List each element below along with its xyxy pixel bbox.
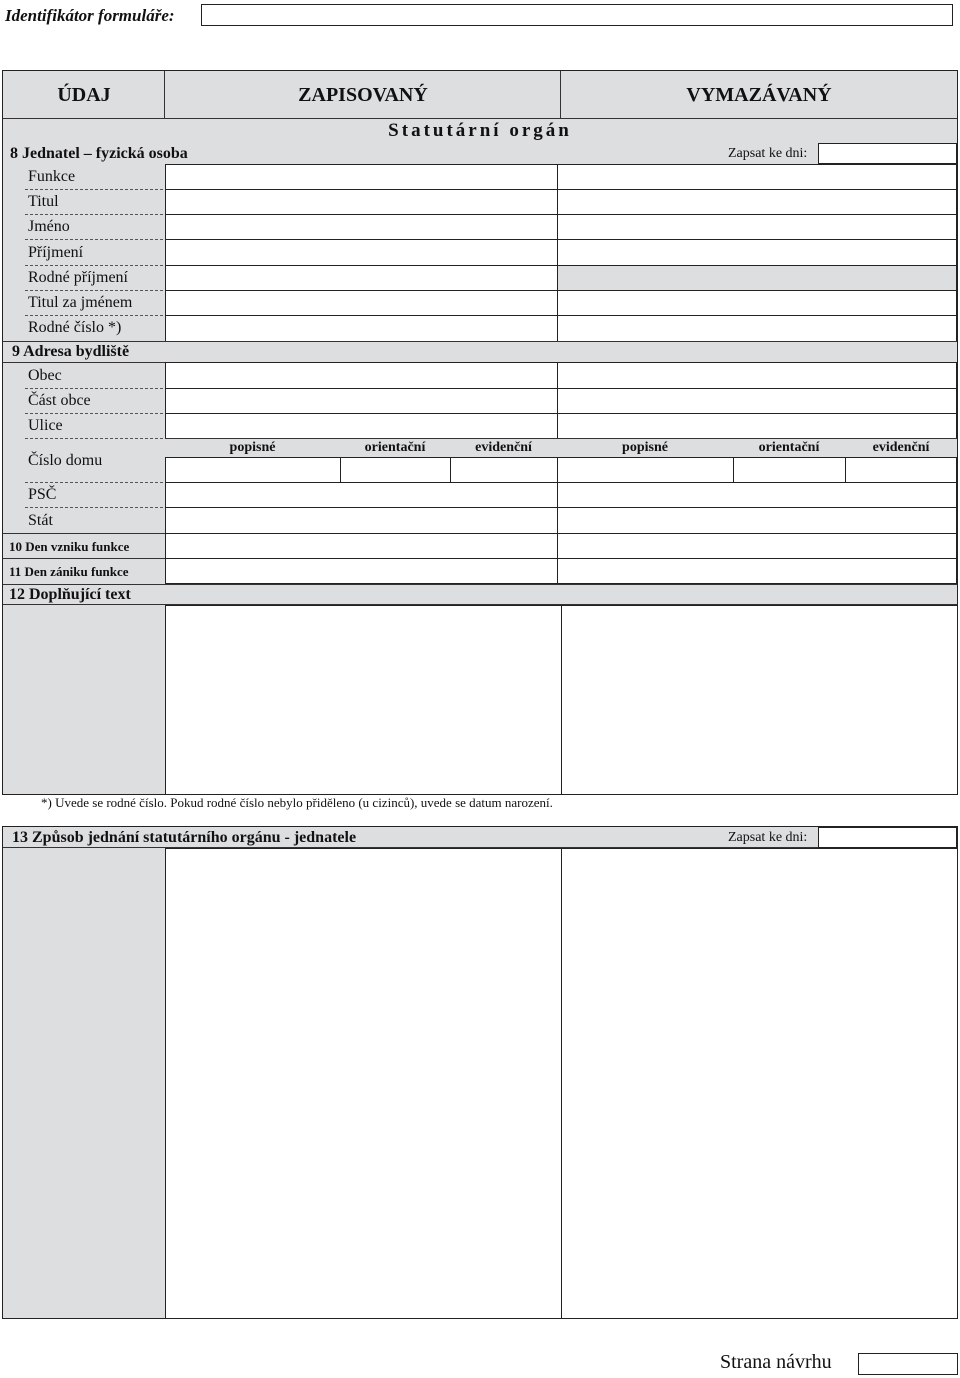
input-doplnujici-zapis[interactable] <box>165 605 562 795</box>
input-jmeno-zapis[interactable] <box>165 214 558 240</box>
input-funkce-zapis[interactable] <box>165 164 558 190</box>
row-label-titul: Titul <box>28 193 59 210</box>
evidencni-label-zapis: evidenční <box>475 440 532 455</box>
input-stat-zapis[interactable] <box>165 507 558 534</box>
row-label-jmeno: Jméno <box>28 218 70 235</box>
input-jmeno-vymaz[interactable] <box>557 214 957 240</box>
row-label-den-vzniku: 10 Den vzniku funkce <box>9 539 130 554</box>
input-cast-obce-vymaz[interactable] <box>557 388 957 414</box>
input-popisne-zapis[interactable] <box>165 457 341 483</box>
input-prijmeni-zapis[interactable] <box>165 239 558 266</box>
form-id-field[interactable] <box>201 4 953 26</box>
zapsat-field[interactable] <box>818 143 957 164</box>
input-prijmeni-vymaz[interactable] <box>557 239 957 266</box>
zapisovany-header-label: ZAPISOVANÝ <box>298 84 428 106</box>
input-rodne-prijmeni-zapis[interactable] <box>165 265 558 291</box>
input-orientacni-zapis[interactable] <box>340 457 451 483</box>
input-ulice-zapis[interactable] <box>165 413 558 439</box>
footnote: *) Uvede se rodné číslo. Pokud rodné číslo nebylo přiděleno (u cizinců), uvede se datum narození. <box>41 795 553 810</box>
doplnujici-header <box>3 584 957 605</box>
row-label-den-zaniku: 11 Den zániku funkce <box>9 564 129 579</box>
adresa-header <box>3 341 957 363</box>
evidencni-label-vymaz: evidenční <box>872 440 930 455</box>
input-obec-zapis[interactable] <box>165 362 558 389</box>
form-id-label: Identifikátor formuláře: <box>5 6 175 25</box>
input-obec-vymaz[interactable] <box>557 362 957 389</box>
page-label: Strana návrhu <box>720 1351 832 1373</box>
row-label-rodne-cislo: Rodné číslo *) <box>28 319 122 336</box>
rodne-prijmeni-vymaz-disabled <box>557 265 957 291</box>
input-evidencni-zapis[interactable] <box>450 457 558 483</box>
jednatel-label: 8 Jednatel – fyzická osoba <box>10 145 188 162</box>
input-stat-vymaz[interactable] <box>557 507 957 534</box>
input-section13-vymaz[interactable] <box>561 848 958 1319</box>
input-den-vzniku-zapis[interactable] <box>165 533 558 559</box>
row-label-cast-obce: Část obce <box>28 392 91 409</box>
input-psc-vymaz[interactable] <box>557 482 957 508</box>
input-rodne-cislo-vymaz[interactable] <box>557 315 957 342</box>
input-section13-zapis[interactable] <box>165 848 562 1319</box>
input-doplnujici-vymaz[interactable] <box>561 605 958 795</box>
orientacni-label-zapis: orientační <box>364 440 426 455</box>
vymazavany-header-label: VYMAZÁVANÝ <box>686 84 832 106</box>
input-psc-zapis[interactable] <box>165 482 558 508</box>
page-field[interactable] <box>858 1353 958 1375</box>
row-label-prijmeni: Příjmení <box>28 244 84 261</box>
row-label-cislo-domu: Číslo domu <box>28 452 103 469</box>
section13-title: 13 Způsob jednání statutárního orgánu - jednatele <box>12 829 357 846</box>
section13-zapsat-field[interactable] <box>818 827 957 848</box>
input-funkce-vymaz[interactable] <box>557 164 957 190</box>
doplnujici-label: 12 Doplňující text <box>9 586 131 603</box>
input-den-zaniku-vymaz[interactable] <box>557 558 957 584</box>
input-popisne-vymaz[interactable] <box>557 457 734 483</box>
section13-left-column <box>3 848 165 1318</box>
input-evidencni-vymaz[interactable] <box>845 457 957 483</box>
popisne-label-zapis: popisné <box>229 440 276 455</box>
row-label-obec: Obec <box>28 367 62 384</box>
row-label-funkce: Funkce <box>28 168 76 185</box>
input-titul-za-vymaz[interactable] <box>557 290 957 316</box>
row-label-titul-za: Titul za jménem <box>28 294 133 311</box>
row-label-ulice: Ulice <box>28 417 63 434</box>
section-title: Statutární orgán <box>388 120 572 141</box>
adresa-label: 9 Adresa bydliště <box>12 343 130 360</box>
input-den-zaniku-zapis[interactable] <box>165 558 558 584</box>
popisne-label-vymaz: popisné <box>622 440 668 455</box>
input-ulice-vymaz[interactable] <box>557 413 957 439</box>
row-label-psc: PSČ <box>28 486 57 503</box>
input-cast-obce-zapis[interactable] <box>165 388 558 414</box>
row-label-rodne-prijmeni: Rodné příjmení <box>28 269 128 286</box>
section13-zapsat-label: Zapsat ke dni: <box>728 830 808 845</box>
input-titul-za-zapis[interactable] <box>165 290 558 316</box>
input-titul-zapis[interactable] <box>165 189 558 215</box>
input-den-vzniku-vymaz[interactable] <box>557 533 957 559</box>
orientacni-label-vymaz: orientační <box>758 440 820 455</box>
zapsat-label: Zapsat ke dni: <box>728 146 808 161</box>
input-orientacni-vymaz[interactable] <box>733 457 846 483</box>
input-titul-vymaz[interactable] <box>557 189 957 215</box>
row-label-stat: Stát <box>28 512 53 529</box>
input-rodne-cislo-zapis[interactable] <box>165 315 558 342</box>
udaj-header-label: ÚDAJ <box>57 84 111 106</box>
